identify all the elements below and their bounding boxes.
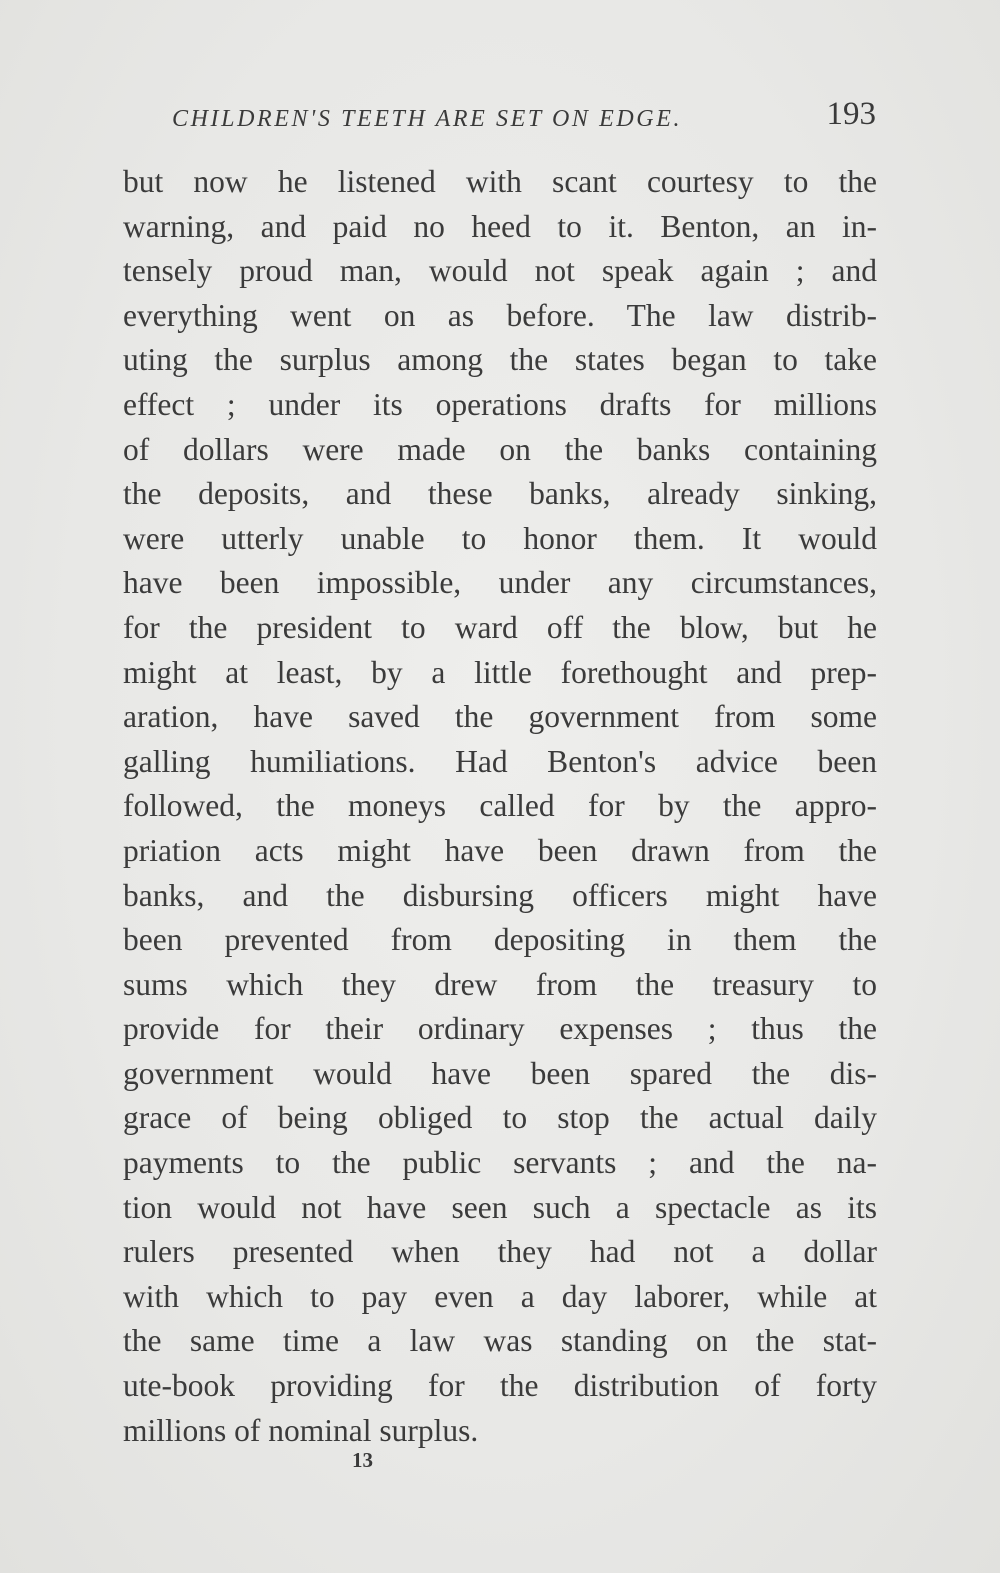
- text-line: with which to pay even a day laborer, while at: [123, 1278, 877, 1314]
- text-line: but now he listened with scant courtesy to the: [123, 164, 877, 199]
- text-line: effect ; under its operations drafts for millions: [123, 386, 877, 422]
- text-line: government would have been spared the dis-: [123, 1055, 877, 1091]
- text-line: rulers presented when they had not a dollar: [123, 1234, 877, 1270]
- text-line: provide for their ordinary expenses ; thus the: [123, 1011, 877, 1047]
- text-line: been prevented from depositing in them the: [123, 922, 877, 958]
- text-line: the deposits, and these banks, already sinking,: [123, 476, 877, 512]
- body-paragraph: [123, 160, 877, 1453]
- text-line: followed, the moneys called for by the appro-: [123, 788, 877, 824]
- text-line: of dollars were made on the banks containing: [123, 431, 877, 467]
- running-title: CHILDREN'S TEETH ARE SET ON EDGE.: [172, 106, 683, 132]
- text-line: uting the surplus among the states began to take: [123, 342, 877, 378]
- text-line: aration, have saved the government from some: [123, 699, 877, 735]
- text-line: the same time a law was standing on the stat-: [123, 1323, 877, 1359]
- page-number: 193: [826, 96, 876, 132]
- text-line: priation acts might have been drawn from the: [123, 832, 877, 868]
- text-line: tensely proud man, would not speak again ; and: [123, 253, 877, 289]
- text-line: galling humiliations. Had Benton's advice been: [123, 743, 877, 779]
- text-line: for the president to ward off the blow, but he: [123, 609, 877, 645]
- text-line: have been impossible, under any circumstances,: [123, 565, 877, 601]
- text-line: ute-book providing for the distribution of forty: [123, 1368, 877, 1404]
- running-head: [172, 96, 876, 140]
- text-line: banks, and the disbursing officers might have: [123, 877, 877, 913]
- text-line: warning, and paid no heed to it. Benton, an in-: [123, 208, 877, 244]
- signature-mark: 13: [352, 1448, 373, 1472]
- text-line: tion would not have seen such a spectacle as its: [123, 1189, 877, 1225]
- text-line: everything went on as before. The law distrib-: [123, 297, 877, 333]
- text-line: payments to the public servants ; and the na-: [123, 1145, 877, 1181]
- text-line: grace of being obliged to stop the actual daily: [123, 1100, 877, 1136]
- text-line: sums which they drew from the treasury to: [123, 966, 877, 1002]
- text-line: might at least, by a little forethought and prep-: [123, 654, 877, 690]
- text-line: millions of nominal surplus.: [123, 1412, 479, 1448]
- text-line: were utterly unable to honor them. It would: [123, 520, 877, 556]
